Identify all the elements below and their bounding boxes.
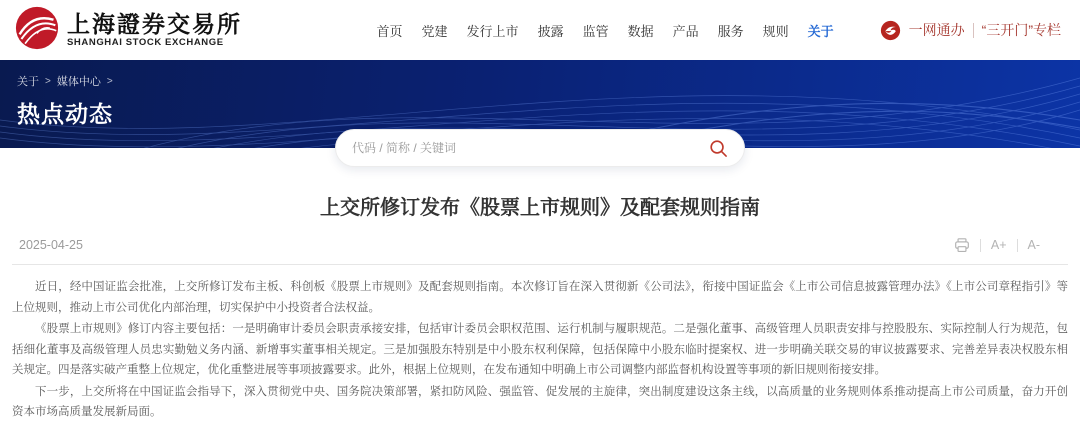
printer-icon xyxy=(954,238,970,253)
ywtb-icon xyxy=(880,20,901,41)
nav-item-rules[interactable]: 规则 xyxy=(762,23,789,39)
font-increase-button[interactable]: A+ xyxy=(990,238,1007,252)
quick-links-divider xyxy=(973,23,974,38)
nav-item-disclosure[interactable]: 披露 xyxy=(537,23,564,39)
search-button[interactable] xyxy=(709,139,728,158)
nav-item-supervision[interactable]: 监管 xyxy=(582,23,609,39)
tools-divider xyxy=(1017,239,1018,252)
nav-item-products[interactable]: 产品 xyxy=(672,23,699,39)
article-paragraph-2: 《股票上市规则》修订内容主要包括：一是明确审计委员会职责承接安排，包括审计委员会职权范围、运行机制与履职规范。二是强化董事、高级管理人员职责安排与控股股东、实际控制人行为规范，包括细化董事及高级管理人员忠实勤勉义务内涵、新增事实董事相关规定。三是加强股东特别是中小股东权利保障，包括保障中小股东临时提案权、进一步明确关联交易的审议披露要求、完善差异表决权股东相关规定。四是落实破产重整上位规定，优化重整进展等事项披露要求。此外，根据上位规则，在发布通知中明确上市公司调整内部监督机构设置等事项的新旧规则衔接安排。 xyxy=(12,323,1068,376)
search-bar xyxy=(335,129,745,167)
sse-logo-icon xyxy=(15,6,59,55)
article-meta xyxy=(12,235,1068,255)
breadcrumb-media-center[interactable]: 媒体中心 xyxy=(56,76,101,88)
font-decrease-button[interactable]: A- xyxy=(1027,238,1040,252)
article-title: 上交所修订发布《股票上市规则》及配套规则指南 xyxy=(320,197,760,219)
search-input[interactable] xyxy=(352,141,709,155)
quick-link-ywtb[interactable]: 一网通办 xyxy=(908,22,965,38)
brand-name-en: SHANGHAI STOCK EXCHANGE xyxy=(67,36,224,48)
nav-item-party-building[interactable]: 党建 xyxy=(421,23,448,39)
article-tools xyxy=(954,238,1068,253)
nav-item-services[interactable]: 服务 xyxy=(717,23,744,39)
article xyxy=(0,193,1080,423)
brand-name-cn: 上海證券交易所 xyxy=(67,11,242,37)
quick-links xyxy=(880,20,1061,41)
article-paragraph-1: 近日，经中国证监会批准，上交所修订发布主板、科创板《股票上市规则》及配套规则指南。本次修订旨在深入贯彻新《公司法》，衔接中国证监会《上市公司信息披露管理办法》《上市公司章程指引》等上位规则，推动上市公司优化内部治理，切实保护中小投资者合法权益。 xyxy=(12,281,1068,314)
breadcrumb-about[interactable]: 关于 xyxy=(17,76,39,88)
article-date: 2025-04-25 xyxy=(19,238,83,252)
nav-item-listing[interactable]: 发行上市 xyxy=(466,23,519,39)
breadcrumb xyxy=(17,73,1063,89)
nav-item-home[interactable]: 首页 xyxy=(376,23,403,39)
page-title: 热点动态 xyxy=(17,101,113,127)
breadcrumb-separator: > xyxy=(106,75,113,87)
nav-item-data[interactable]: 数据 xyxy=(627,23,654,39)
tools-divider xyxy=(980,239,981,252)
site-header xyxy=(0,0,1080,60)
article-body xyxy=(12,277,1068,423)
breadcrumb-separator: > xyxy=(45,75,51,87)
main-nav xyxy=(377,21,834,40)
search-icon xyxy=(709,139,728,158)
article-paragraph-3: 下一步，上交所将在中国证监会指导下，深入贯彻党中央、国务院决策部署，紧扣防风险、强监管、促发展的主旋律，突出制度建设这条主线，以高质量的业务规则体系推动提高上市公司质量，奋力开创资本市场高质量发展新局面。 xyxy=(12,385,1068,418)
nav-item-about[interactable]: 关于 xyxy=(807,23,834,39)
meta-divider xyxy=(12,264,1068,265)
quick-link-sankaimen[interactable]: “三开门”专栏 xyxy=(981,22,1061,38)
print-button[interactable] xyxy=(954,238,970,253)
sse-logo[interactable] xyxy=(15,6,242,55)
